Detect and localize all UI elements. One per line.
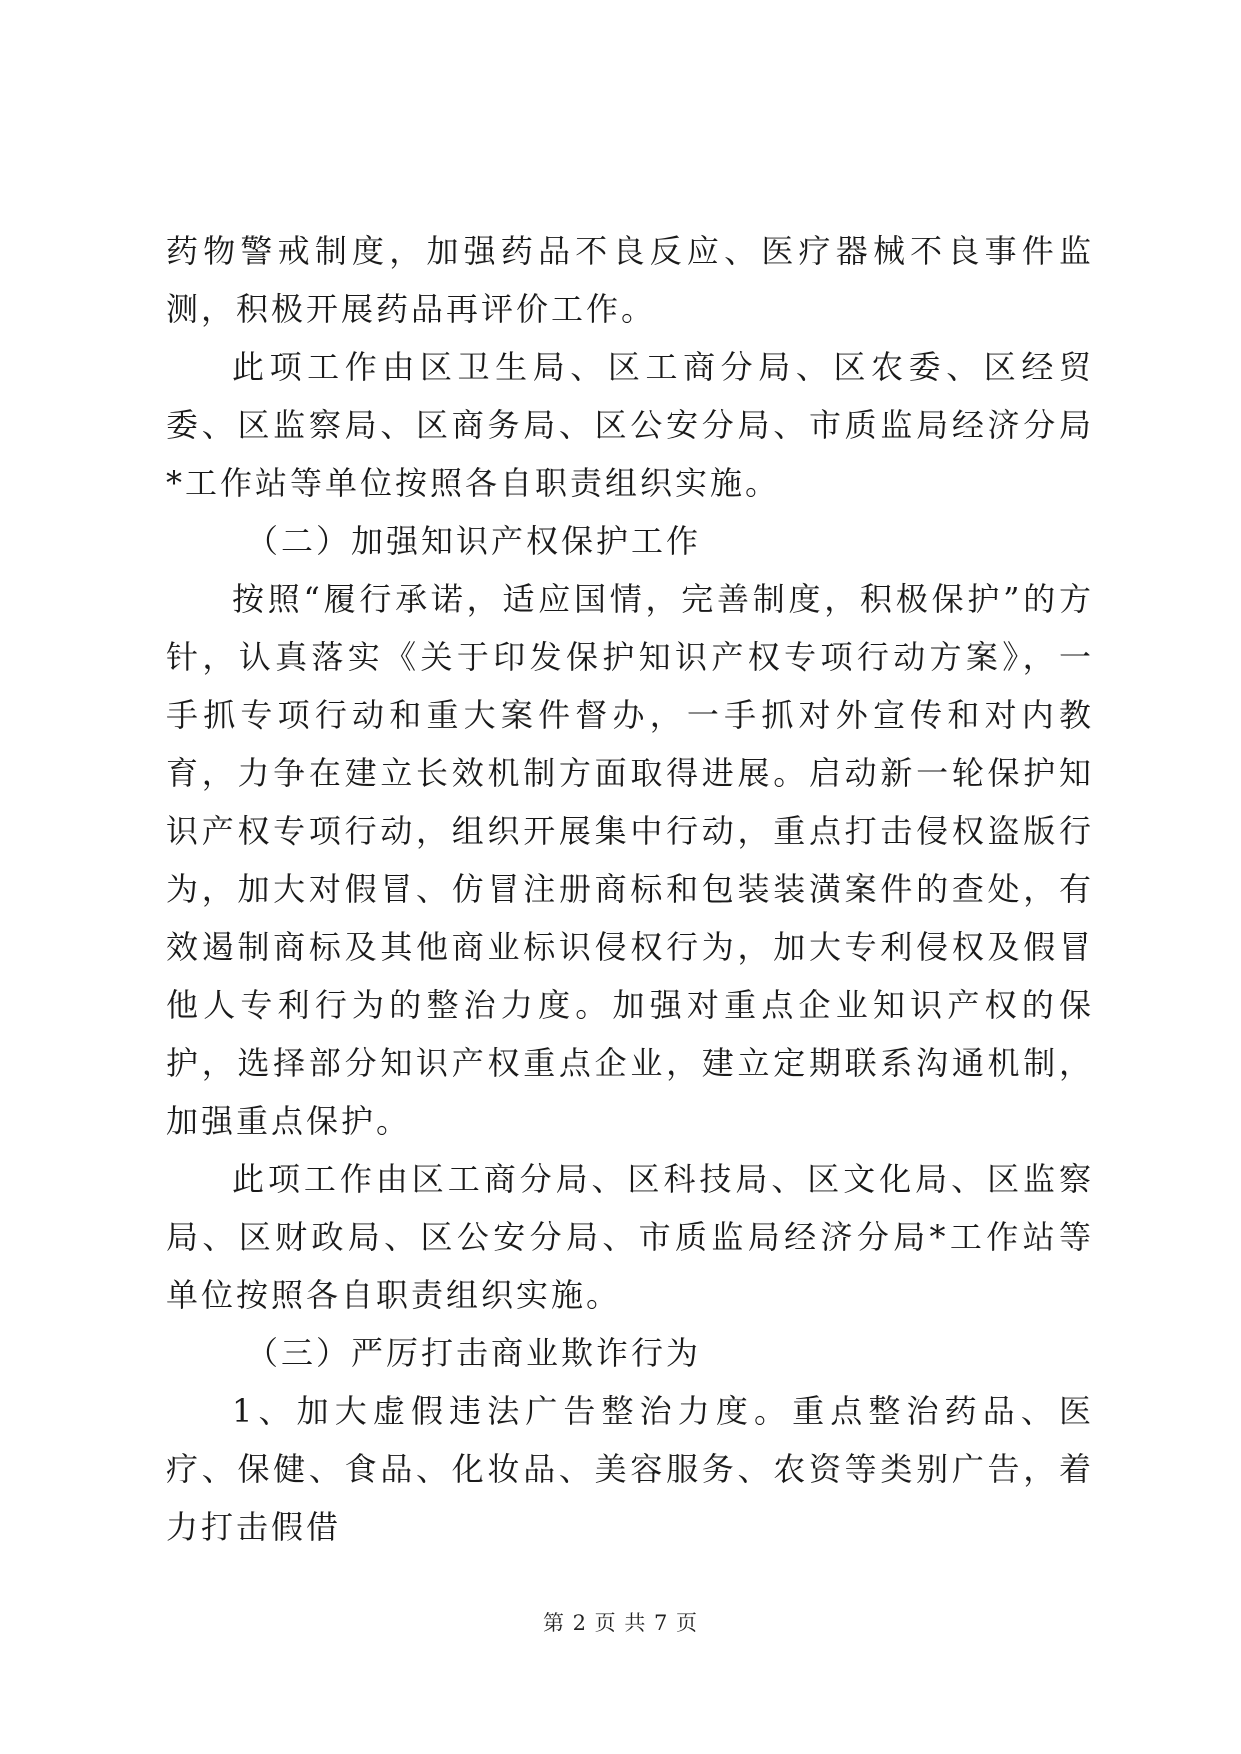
- paragraph-ip-protection: 按照“履行承诺，适应国情，完善制度，积极保护”的方针，认真落实《关于印发保护知识产权专项行动方案》，一手抓专项行动和重大案件督办，一手抓对外宣传和对内教育，力争在建立长效机制方面取得进展。启动新一轮保护知识产权专项行动，组织开展集中行动，重点打击侵权盗版行为，加大对假冒、仿冒注册商标和包装装潢案件的查处，有效遏制商标及其他商业标识侵权行为，加大专利侵权及假冒他人专利行为的整治力度。加强对重点企业知识产权的保护，选择部分知识产权重点企业，建立定期联系沟通机制，加强重点保护。: [166, 580, 1094, 1140]
- document-body: [166, 222, 1094, 1556]
- section-heading-3: （三）严厉打击商业欺诈行为: [246, 1334, 702, 1372]
- section-heading-2: （二）加强知识产权保护工作: [246, 522, 702, 560]
- paragraph-responsibility-1: 此项工作由区卫生局、区工商分局、区农委、区经贸委、区监察局、区商务局、区公安分局、市质监局经济分局*工作站等单位按照各自职责组织实施。: [166, 348, 1094, 502]
- paragraph-advertising: 1、加大虚假违法广告整治力度。重点整治药品、医疗、保健、食品、化妆品、美容服务、农资等类别广告，着力打击假借: [166, 1392, 1094, 1546]
- paragraph-continuation: 药物警戒制度，加强药品不良反应、医疗器械不良事件监测，积极开展药品再评价工作。: [166, 232, 1094, 328]
- page-number-footer: 第 2 页 共 7 页: [542, 1611, 699, 1635]
- paragraph-responsibility-2: 此项工作由区工商分局、区科技局、区文化局、区监察局、区财政局、区公安分局、市质监局经济分局*工作站等单位按照各自职责组织实施。: [166, 1160, 1094, 1314]
